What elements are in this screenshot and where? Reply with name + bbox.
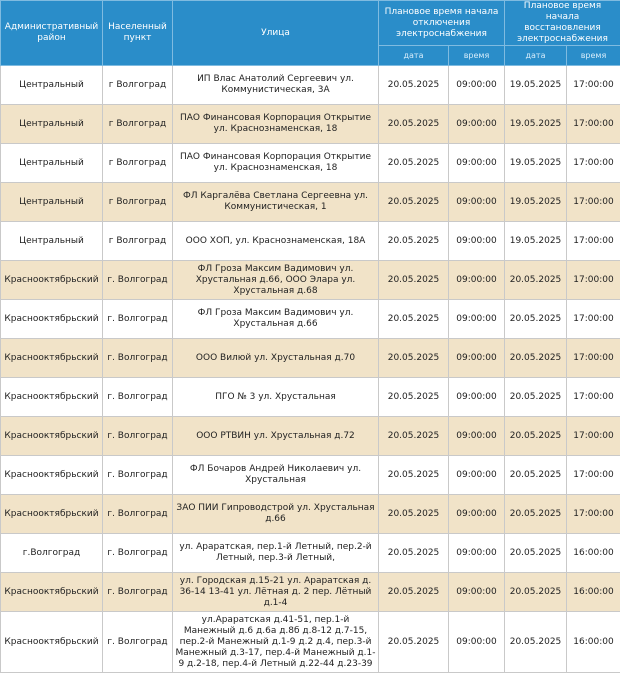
cell-off-time: 09:00:00 bbox=[449, 534, 505, 573]
cell-locality: г Волгоград bbox=[103, 105, 173, 144]
cell-off-date: 20.05.2025 bbox=[379, 261, 449, 300]
header-locality: Населенный пункт bbox=[103, 1, 173, 66]
cell-off-date: 20.05.2025 bbox=[379, 417, 449, 456]
cell-district: Краснооктябрьский bbox=[1, 495, 103, 534]
cell-street: ФЛ Бочаров Андрей Николаевич ул. Хрустальная bbox=[173, 456, 379, 495]
cell-street: ул. Городская д.15-21 ул. Араратская д. 36-14 13-41 ул. Лётная д. 2 пер. Лётный д.1-4 bbox=[173, 573, 379, 612]
cell-off-time: 09:00:00 bbox=[449, 66, 505, 105]
cell-off-time: 09:00:00 bbox=[449, 417, 505, 456]
cell-on-date: 20.05.2025 bbox=[505, 300, 567, 339]
cell-street: ПГО № 3 ул. Хрустальная bbox=[173, 378, 379, 417]
cell-street: ПАО Финансовая Корпорация Открытие ул. Краснознаменская, 18 bbox=[173, 105, 379, 144]
cell-district: г.Волгоград bbox=[1, 534, 103, 573]
cell-locality: г. Волгоград bbox=[103, 300, 173, 339]
cell-off-date: 20.05.2025 bbox=[379, 66, 449, 105]
header-off-time: время bbox=[449, 46, 505, 66]
cell-on-date: 20.05.2025 bbox=[505, 495, 567, 534]
cell-locality: г Волгоград bbox=[103, 222, 173, 261]
cell-off-time: 09:00:00 bbox=[449, 300, 505, 339]
cell-off-time: 09:00:00 bbox=[449, 456, 505, 495]
cell-on-time: 16:00:00 bbox=[567, 573, 620, 612]
cell-district: Краснооктябрьский bbox=[1, 300, 103, 339]
cell-locality: г Волгоград bbox=[103, 66, 173, 105]
cell-on-time: 17:00:00 bbox=[567, 300, 620, 339]
cell-locality: г. Волгоград bbox=[103, 456, 173, 495]
table-body bbox=[1, 66, 620, 673]
cell-on-time: 17:00:00 bbox=[567, 417, 620, 456]
cell-off-date: 20.05.2025 bbox=[379, 495, 449, 534]
table-row bbox=[1, 300, 620, 339]
cell-on-time: 17:00:00 bbox=[567, 144, 620, 183]
cell-on-time: 17:00:00 bbox=[567, 339, 620, 378]
cell-district: Краснооктябрьский bbox=[1, 417, 103, 456]
cell-on-time: 17:00:00 bbox=[567, 261, 620, 300]
cell-district: Краснооктябрьский bbox=[1, 378, 103, 417]
cell-on-date: 19.05.2025 bbox=[505, 183, 567, 222]
cell-street: ООО РТВИН ул. Хрустальная д.72 bbox=[173, 417, 379, 456]
cell-on-time: 17:00:00 bbox=[567, 222, 620, 261]
table-row bbox=[1, 261, 620, 300]
cell-on-time: 16:00:00 bbox=[567, 534, 620, 573]
header-off-date: дата bbox=[379, 46, 449, 66]
cell-on-date: 19.05.2025 bbox=[505, 105, 567, 144]
cell-off-time: 09:00:00 bbox=[449, 261, 505, 300]
cell-district: Центральный bbox=[1, 144, 103, 183]
header-on-date: дата bbox=[505, 46, 567, 66]
header-on-time: время bbox=[567, 46, 620, 66]
table-row bbox=[1, 339, 620, 378]
cell-off-time: 09:00:00 bbox=[449, 339, 505, 378]
cell-on-time: 17:00:00 bbox=[567, 378, 620, 417]
header-off-start: Плановое время начала отключения электроснабжения bbox=[379, 1, 505, 46]
header-district: Административный район bbox=[1, 1, 103, 66]
cell-street: ООО ХОП, ул. Краснознаменская, 18А bbox=[173, 222, 379, 261]
cell-on-date: 20.05.2025 bbox=[505, 456, 567, 495]
cell-street: ул. Араратская, пер.1-й Летный, пер.2-й Летный, пер.3-й Летный, bbox=[173, 534, 379, 573]
cell-locality: г. Волгоград bbox=[103, 534, 173, 573]
cell-locality: г. Волгоград bbox=[103, 339, 173, 378]
cell-street: ПАО Финансовая Корпорация Открытие ул. Краснознаменская, 18 bbox=[173, 144, 379, 183]
cell-off-time: 09:00:00 bbox=[449, 378, 505, 417]
cell-on-time: 17:00:00 bbox=[567, 456, 620, 495]
cell-district: Центральный bbox=[1, 222, 103, 261]
cell-on-date: 20.05.2025 bbox=[505, 612, 567, 673]
cell-on-time: 16:00:00 bbox=[567, 612, 620, 673]
cell-locality: г. Волгоград bbox=[103, 378, 173, 417]
cell-off-date: 20.05.2025 bbox=[379, 534, 449, 573]
cell-off-date: 20.05.2025 bbox=[379, 339, 449, 378]
cell-locality: г. Волгоград bbox=[103, 573, 173, 612]
header-on-start: Плановое время начала восстановления электроснабжения bbox=[505, 1, 620, 46]
cell-on-time: 17:00:00 bbox=[567, 105, 620, 144]
cell-on-date: 20.05.2025 bbox=[505, 339, 567, 378]
cell-off-date: 20.05.2025 bbox=[379, 144, 449, 183]
cell-district: Краснооктябрьский bbox=[1, 339, 103, 378]
cell-on-time: 17:00:00 bbox=[567, 183, 620, 222]
table-row bbox=[1, 456, 620, 495]
cell-street: ЗАО ПИИ Гипроводстрой ул. Хрустальная д.66 bbox=[173, 495, 379, 534]
cell-off-time: 09:00:00 bbox=[449, 222, 505, 261]
cell-locality: г Волгоград bbox=[103, 144, 173, 183]
table-row bbox=[1, 222, 620, 261]
table-row bbox=[1, 573, 620, 612]
table-header bbox=[1, 1, 620, 66]
cell-district: Краснооктябрьский bbox=[1, 261, 103, 300]
cell-street: ул.Араратская д.41-51, пер.1-й Манежный д.6 д.6а д.8б д.8-12 д.7-15, пер.2-й Манежный д.1-9 д.2 д.4, пер.3-й Манежный д.3-17, пер.4-й Манежный д.1-9 д.2-18, пер.4-й Летный д.22-44 д.23-39 bbox=[173, 612, 379, 673]
cell-off-date: 20.05.2025 bbox=[379, 612, 449, 673]
cell-on-date: 20.05.2025 bbox=[505, 378, 567, 417]
cell-off-time: 09:00:00 bbox=[449, 612, 505, 673]
cell-district: Центральный bbox=[1, 66, 103, 105]
cell-off-date: 20.05.2025 bbox=[379, 300, 449, 339]
cell-on-date: 20.05.2025 bbox=[505, 534, 567, 573]
cell-off-time: 09:00:00 bbox=[449, 105, 505, 144]
cell-street: ФЛ Гроза Максим Вадимович ул. Хрустальная д.66 bbox=[173, 300, 379, 339]
cell-locality: г. Волгоград bbox=[103, 417, 173, 456]
cell-district: Центральный bbox=[1, 183, 103, 222]
table-row bbox=[1, 105, 620, 144]
cell-off-date: 20.05.2025 bbox=[379, 456, 449, 495]
cell-district: Краснооктябрьский bbox=[1, 612, 103, 673]
cell-on-date: 20.05.2025 bbox=[505, 573, 567, 612]
cell-off-time: 09:00:00 bbox=[449, 144, 505, 183]
table-row bbox=[1, 378, 620, 417]
cell-district: Центральный bbox=[1, 105, 103, 144]
cell-district: Краснооктябрьский bbox=[1, 456, 103, 495]
cell-locality: г. Волгоград bbox=[103, 495, 173, 534]
cell-off-date: 20.05.2025 bbox=[379, 105, 449, 144]
table-row bbox=[1, 534, 620, 573]
cell-on-date: 19.05.2025 bbox=[505, 144, 567, 183]
table-row bbox=[1, 495, 620, 534]
table-row bbox=[1, 417, 620, 456]
table-row bbox=[1, 66, 620, 105]
cell-off-time: 09:00:00 bbox=[449, 495, 505, 534]
header-street: Улица bbox=[173, 1, 379, 66]
cell-off-time: 09:00:00 bbox=[449, 573, 505, 612]
cell-locality: г. Волгоград bbox=[103, 612, 173, 673]
cell-on-date: 20.05.2025 bbox=[505, 261, 567, 300]
cell-on-time: 17:00:00 bbox=[567, 495, 620, 534]
cell-street: ООО Вилюй ул. Хрустальная д.70 bbox=[173, 339, 379, 378]
cell-street: ФЛ Гроза Максим Вадимович ул. Хрустальная д.66, ООО Элара ул. Хрустальная д.68 bbox=[173, 261, 379, 300]
table-row bbox=[1, 183, 620, 222]
cell-off-date: 20.05.2025 bbox=[379, 378, 449, 417]
cell-on-date: 19.05.2025 bbox=[505, 66, 567, 105]
cell-street: ФЛ Каргалёва Светлана Сергеевна ул. Коммунистическая, 1 bbox=[173, 183, 379, 222]
cell-on-date: 20.05.2025 bbox=[505, 417, 567, 456]
cell-locality: г. Волгоград bbox=[103, 261, 173, 300]
cell-district: Краснооктябрьский bbox=[1, 573, 103, 612]
table-row bbox=[1, 612, 620, 673]
cell-off-date: 20.05.2025 bbox=[379, 183, 449, 222]
cell-off-date: 20.05.2025 bbox=[379, 573, 449, 612]
cell-on-time: 17:00:00 bbox=[567, 66, 620, 105]
cell-off-time: 09:00:00 bbox=[449, 183, 505, 222]
table-row bbox=[1, 144, 620, 183]
cell-off-date: 20.05.2025 bbox=[379, 222, 449, 261]
cell-on-date: 19.05.2025 bbox=[505, 222, 567, 261]
cell-street: ИП Влас Анатолий Сергеевич ул. Коммунистическая, 3А bbox=[173, 66, 379, 105]
cell-locality: г Волгоград bbox=[103, 183, 173, 222]
